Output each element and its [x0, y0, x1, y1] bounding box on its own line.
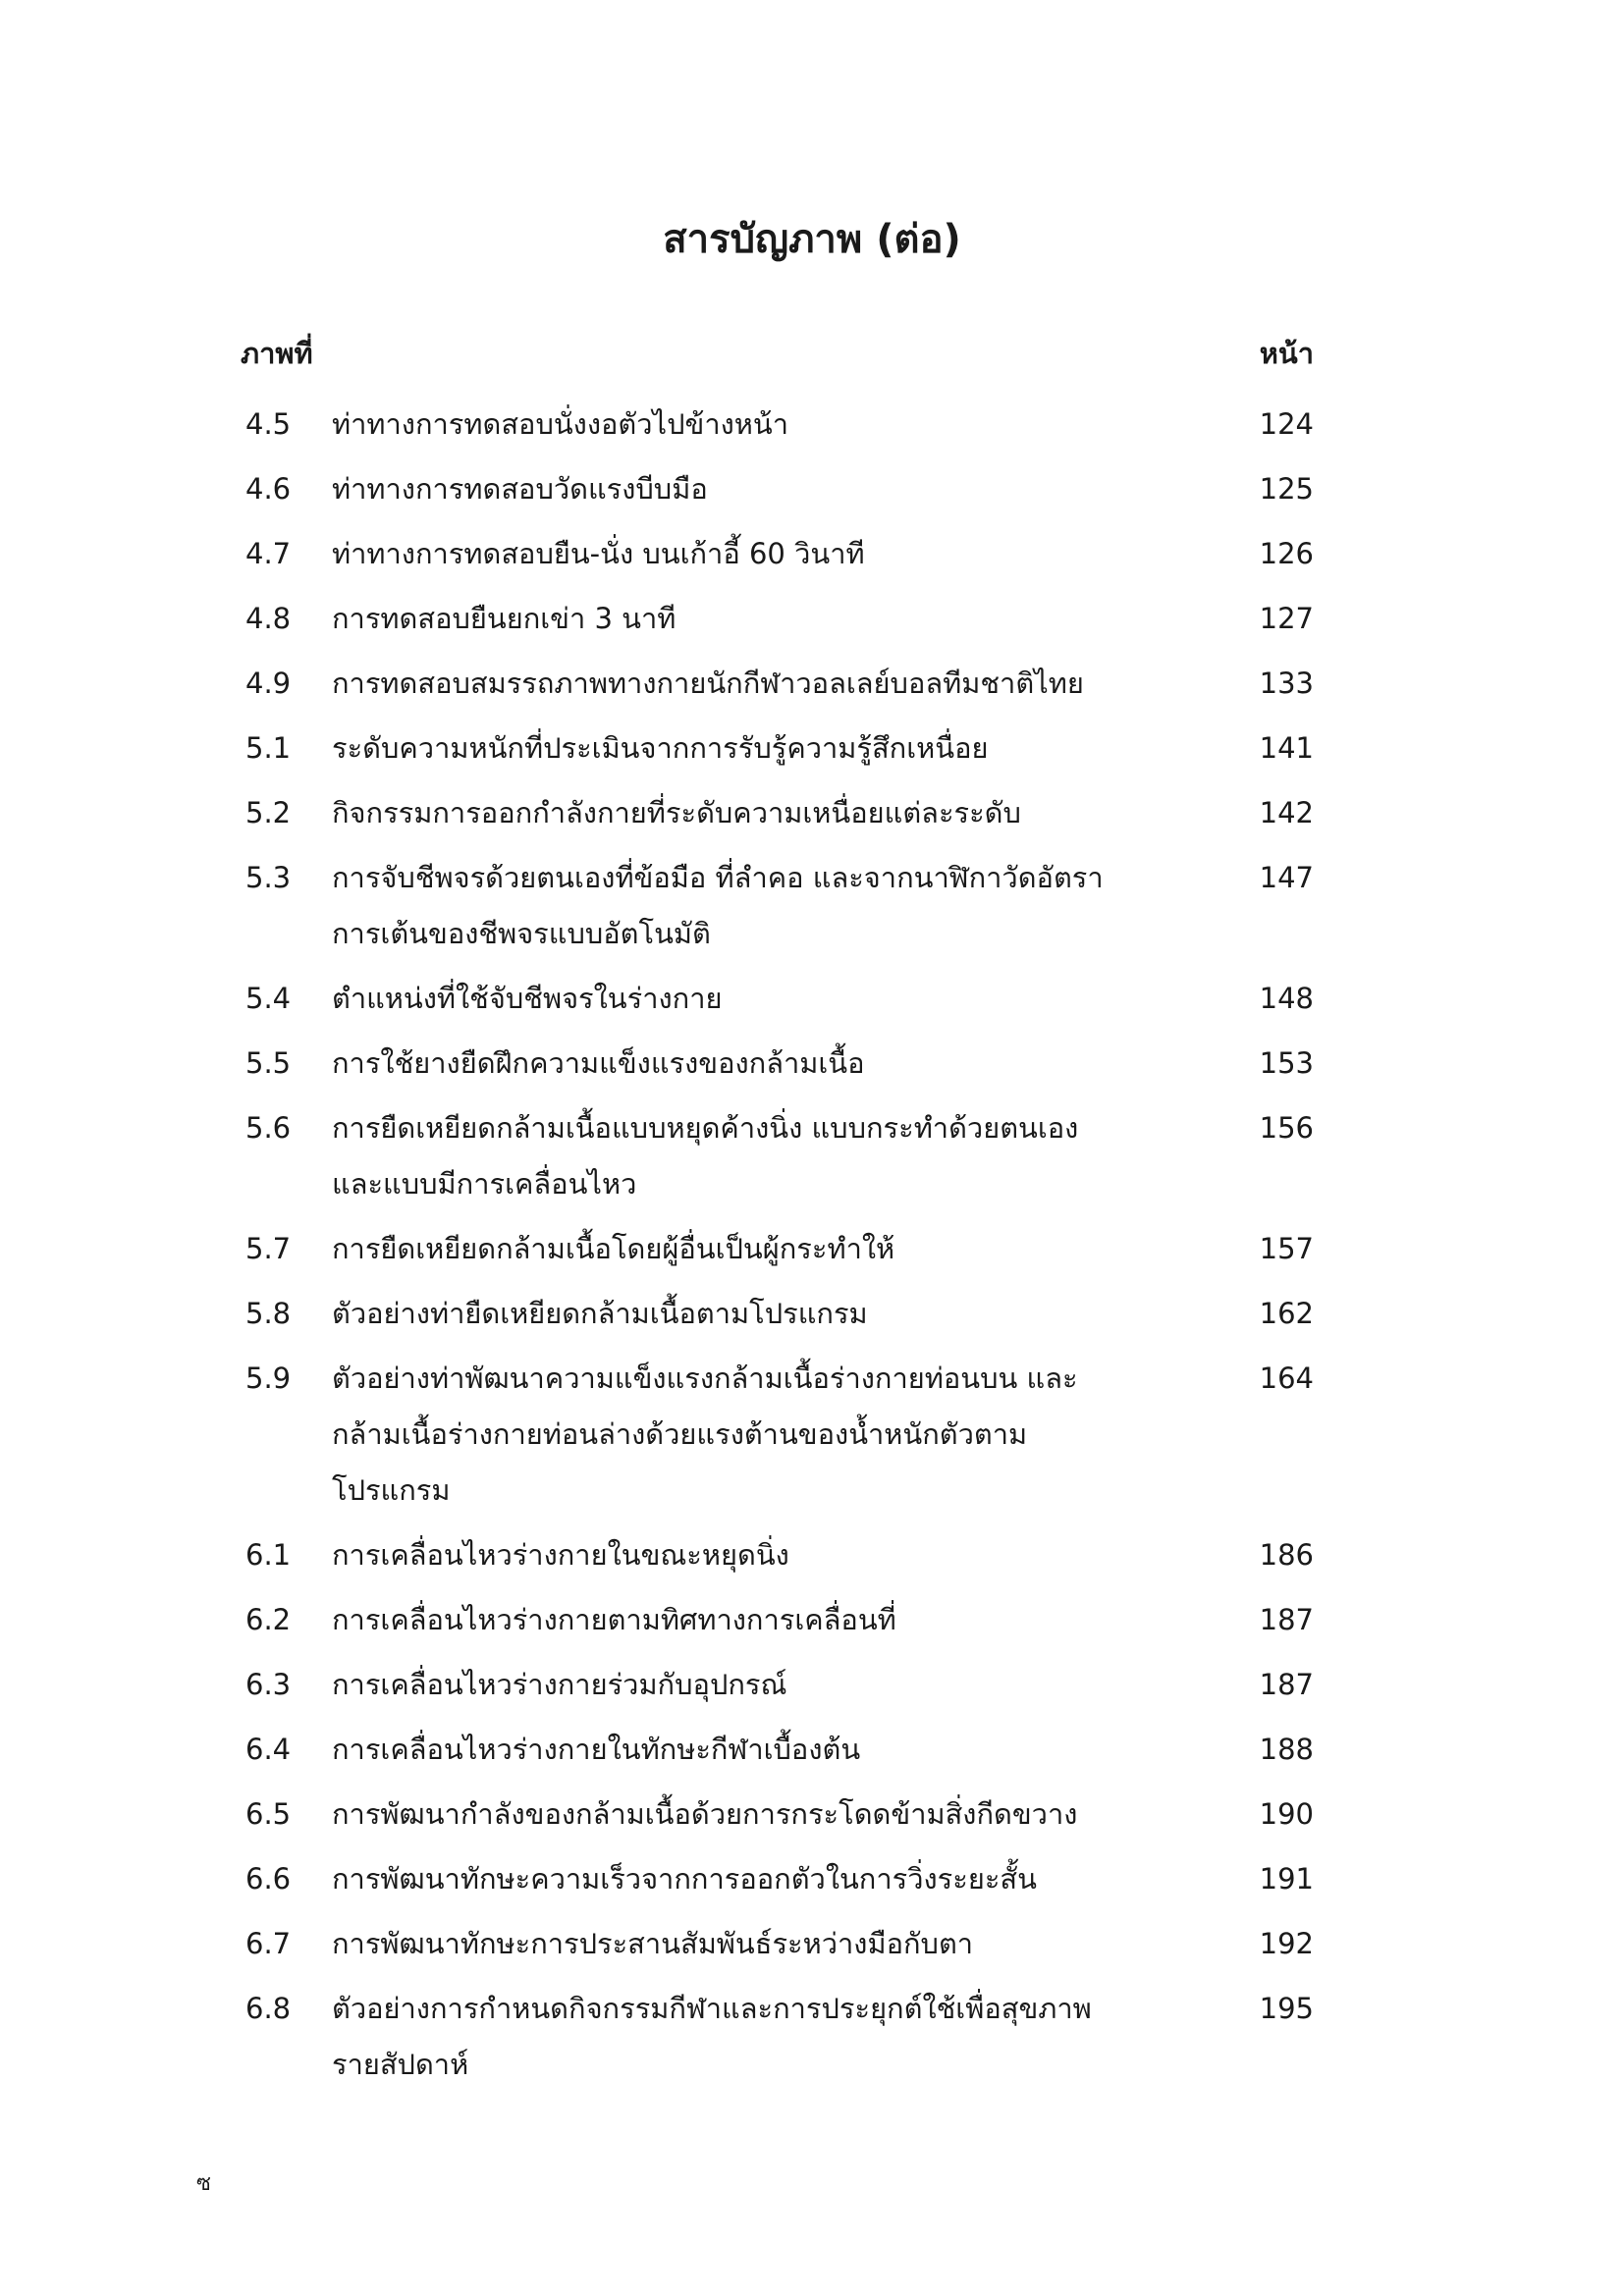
figure-page-number: 156 [1259, 1111, 1314, 1145]
figure-title: การจับชีพจรด้วยตนเองที่ข้อมือ ที่ลำคอ และจากนาฬิกาวัดอัตราการเต้นของชีพจรแบบอัตโนมัติ [332, 861, 1104, 950]
figure-title: กิจกรรมการออกกำลังกายที่ระดับความเหนื่อยแต่ละระดับ [332, 796, 1021, 829]
figure-number: 6.1 [245, 1538, 292, 1572]
figure-title: ตัวอย่างท่าพัฒนาความแข็งแรงกล้ามเนื้อร่างกายท่อนบน และกล้ามเนื้อร่างกายท่อนล่างด้วยแรงต้านของน้ำหนักตัวตามโปรแกรม [332, 1362, 1078, 1507]
figure-number: 6.8 [245, 1992, 292, 2025]
figure-list-item [0, 971, 1624, 1027]
figure-page-number: 153 [1259, 1046, 1314, 1080]
figure-page-number: 124 [1259, 407, 1314, 441]
figure-title: การทดสอบสมรรถภาพทางกายนักกีฬาวอลเลย์บอลทีมชาติไทย [332, 667, 1084, 700]
figure-list-item [0, 1657, 1624, 1713]
figure-title: ท่าทางการทดสอบนั่งงอตัวไปข้างหน้า [332, 407, 789, 441]
figure-page-number: 187 [1259, 1603, 1314, 1636]
figure-number: 5.9 [245, 1362, 292, 1395]
figure-page-number: 186 [1259, 1538, 1314, 1572]
figure-page-number: 157 [1259, 1232, 1314, 1265]
figure-title: ตัวอย่างท่ายืดเหยียดกล้ามเนื้อตามโปรแกรม [332, 1297, 868, 1330]
figure-page-number: 142 [1259, 796, 1314, 829]
column-header-figure: ภาพที่ [241, 337, 313, 370]
figure-title: ตำแหน่งที่ใช้จับชีพจรในร่างกาย [332, 982, 723, 1015]
figure-page-number: 126 [1259, 537, 1314, 570]
figure-list-item [0, 1916, 1624, 1972]
figure-list-item [0, 1851, 1624, 1907]
figure-title: การใช้ยางยืดฝึกความแข็งแรงของกล้ามเนื้อ [332, 1046, 865, 1080]
figure-number: 4.9 [245, 667, 292, 700]
figure-title: การเคลื่อนไหวร่างกายในทักษะกีฬาเบื้องต้น [332, 1733, 861, 1766]
figure-number: 4.5 [245, 407, 292, 441]
figure-number: 6.4 [245, 1733, 292, 1766]
figure-number: 5.7 [245, 1232, 292, 1265]
figure-page-number: 133 [1259, 667, 1314, 700]
figure-list-item [0, 1100, 1624, 1212]
figure-title: การเคลื่อนไหวร่างกายตามทิศทางการเคลื่อนที่ [332, 1603, 896, 1636]
figure-number: 6.5 [245, 1797, 292, 1831]
figure-title: การทดสอบยืนยกเข่า 3 นาที [332, 602, 677, 635]
column-header-page: หน้า [1259, 337, 1314, 370]
figure-number: 5.6 [245, 1111, 292, 1145]
page-number-footer: ซ [196, 2171, 211, 2196]
figure-title: การพัฒนากำลังของกล้ามเนื้อด้วยการกระโดดข้ามสิ่งกีดขวาง [332, 1797, 1078, 1831]
figure-page-number: 141 [1259, 731, 1314, 765]
figure-title: การพัฒนาทักษะความเร็วจากการออกตัวในการวิ่งระยะสั้น [332, 1862, 1037, 1896]
figure-title: การยืดเหยียดกล้ามเนื้อแบบหยุดค้างนิ่ง แบบกระทำด้วยตนเอง และแบบมีการเคลื่อนไหว [332, 1111, 1079, 1201]
figure-list-item [0, 785, 1624, 841]
figure-page-number: 147 [1259, 861, 1314, 894]
figure-number: 4.7 [245, 537, 292, 570]
figure-list-item [0, 1527, 1624, 1583]
figure-list-item [0, 1722, 1624, 1778]
figure-page-number: 192 [1259, 1927, 1314, 1960]
figure-title: ท่าทางการทดสอบวัดแรงบีบมือ [332, 472, 708, 506]
figure-list-item [0, 1221, 1624, 1277]
figure-list-item [0, 1981, 1624, 2093]
page-title: สารบัญภาพ (ต่อ) [663, 217, 961, 262]
figure-page-number: 195 [1259, 1992, 1314, 2025]
figure-page-number: 127 [1259, 602, 1314, 635]
figure-number: 6.6 [245, 1862, 292, 1896]
figure-title: ตัวอย่างการกำหนดกิจกรรมกีฬาและการประยุกต์ใช้เพื่อสุขภาพรายสัปดาห์ [332, 1992, 1092, 2081]
figure-list-item [0, 1036, 1624, 1092]
figure-list-item [0, 1351, 1624, 1519]
figure-list-item [0, 656, 1624, 712]
figure-number: 5.5 [245, 1046, 292, 1080]
figure-title: การยืดเหยียดกล้ามเนื้อโดยผู้อื่นเป็นผู้กระทำให้ [332, 1232, 895, 1265]
figure-page-number: 191 [1259, 1862, 1314, 1896]
figure-page-number: 188 [1259, 1733, 1314, 1766]
figure-page-number: 148 [1259, 982, 1314, 1015]
figure-list-item [0, 1592, 1624, 1648]
figure-title: การเคลื่อนไหวร่างกายร่วมกับอุปกรณ์ [332, 1668, 787, 1701]
figure-list-item [0, 721, 1624, 776]
figure-title: การเคลื่อนไหวร่างกายในขณะหยุดนิ่ง [332, 1538, 789, 1572]
figure-number: 5.2 [245, 796, 292, 829]
figure-page-number: 125 [1259, 472, 1314, 506]
figure-list-item [0, 397, 1624, 453]
figure-list-item [0, 1286, 1624, 1342]
figure-page-number: 190 [1259, 1797, 1314, 1831]
figure-list-item [0, 526, 1624, 582]
figure-number: 5.1 [245, 731, 292, 765]
figure-page-number: 187 [1259, 1668, 1314, 1701]
figure-number: 4.6 [245, 472, 292, 506]
figure-list-item [0, 461, 1624, 517]
figure-title: ระดับความหนักที่ประเมินจากการรับรู้ความรู้สึกเหนื่อย [332, 731, 989, 765]
figure-list-item [0, 591, 1624, 647]
figure-list [0, 397, 1624, 2102]
figure-page-number: 164 [1259, 1362, 1314, 1395]
figure-number: 6.7 [245, 1927, 292, 1960]
figure-list-item [0, 1787, 1624, 1842]
figure-number: 6.2 [245, 1603, 292, 1636]
figure-page-number: 162 [1259, 1297, 1314, 1330]
figure-list-item [0, 850, 1624, 962]
figure-number: 4.8 [245, 602, 292, 635]
figure-number: 5.4 [245, 982, 292, 1015]
figure-title: การพัฒนาทักษะการประสานสัมพันธ์ระหว่างมือกับตา [332, 1927, 974, 1960]
figure-number: 5.8 [245, 1297, 292, 1330]
figure-number: 5.3 [245, 861, 292, 894]
figure-title: ท่าทางการทดสอบยืน-นั่ง บนเก้าอี้ 60 วินาที [332, 537, 865, 570]
figure-number: 6.3 [245, 1668, 292, 1701]
